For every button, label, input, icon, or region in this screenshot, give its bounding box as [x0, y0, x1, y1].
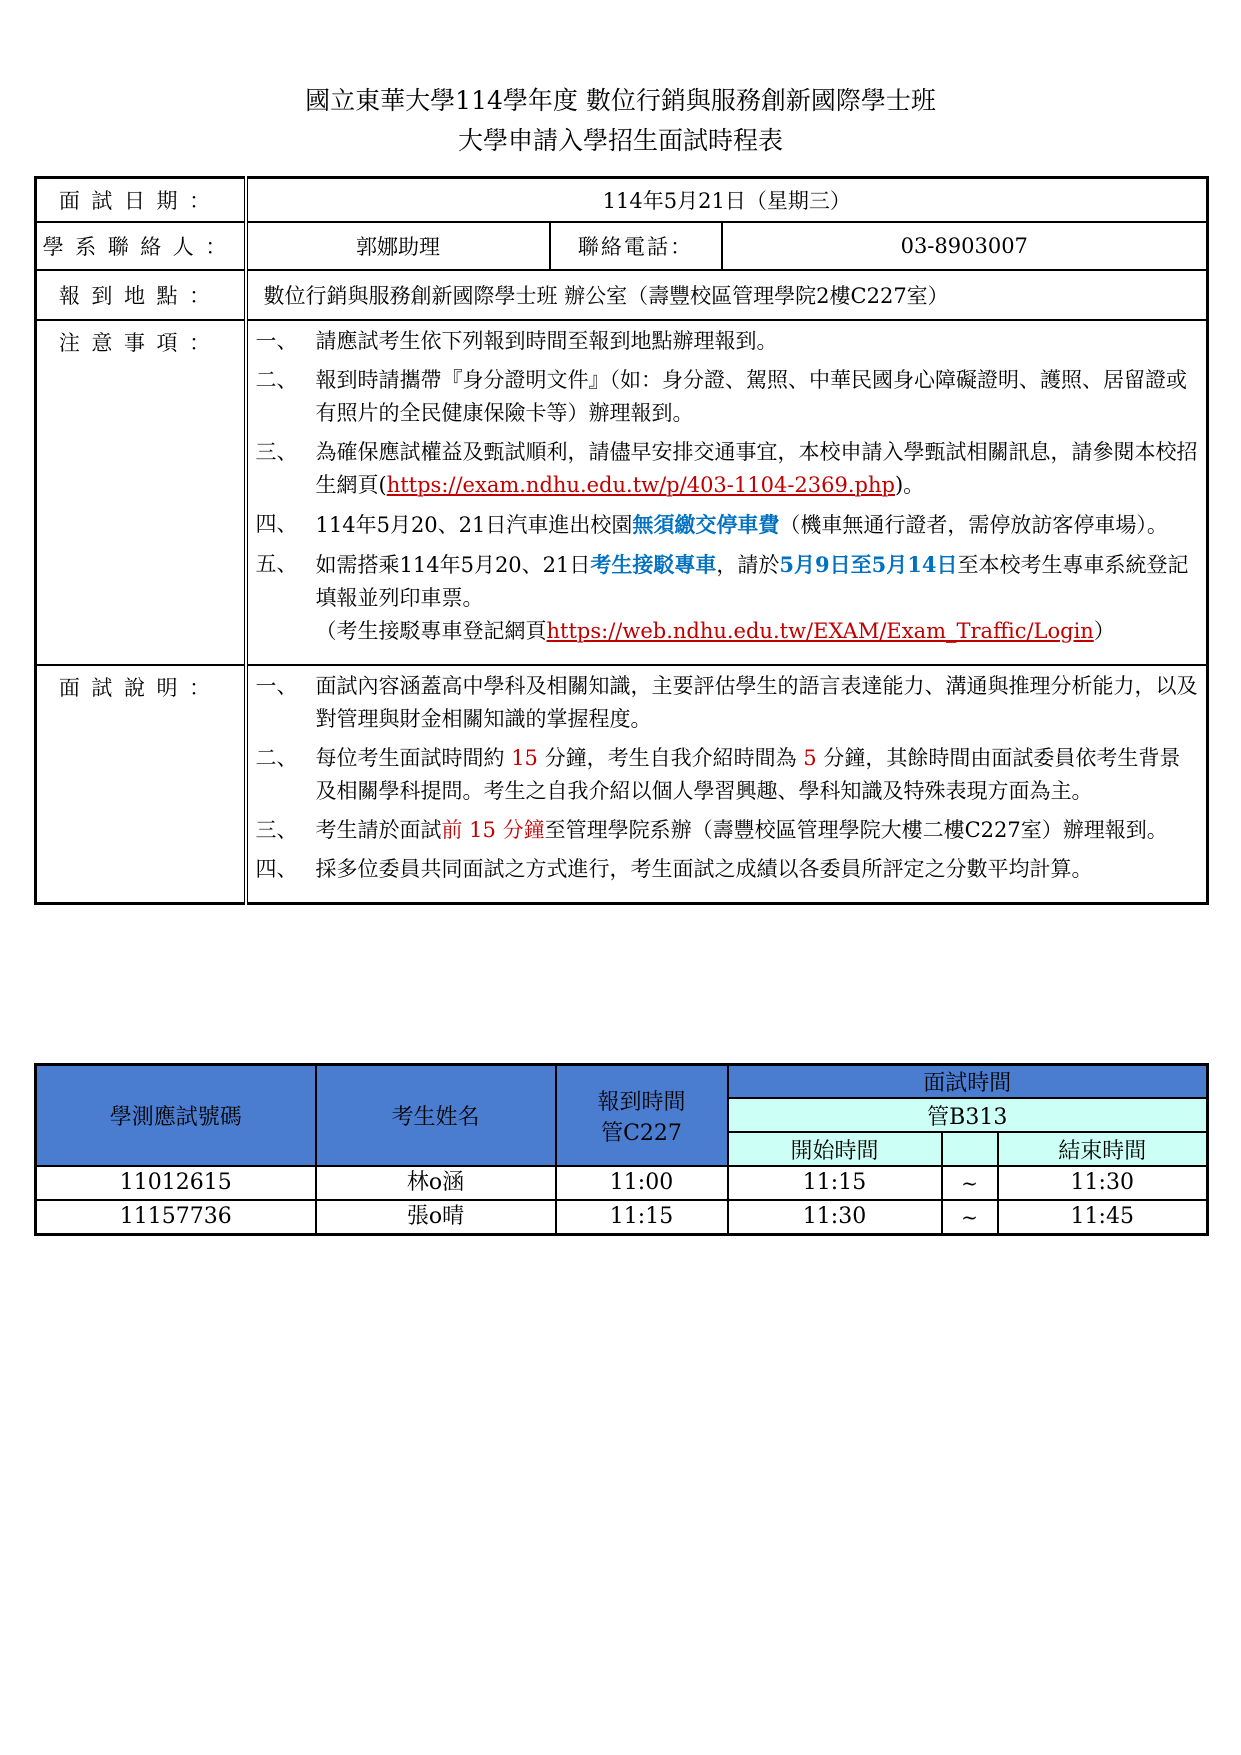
notice-text-part: （考生接駁專車登記網頁: [315, 618, 547, 643]
explain-number: 二、: [255, 745, 298, 770]
name-cell: 張o晴: [316, 1200, 556, 1235]
notice-item: [256, 508, 1199, 542]
checkin-cell: 11:15: [556, 1200, 728, 1235]
col-header-name: 考生姓名: [316, 1065, 556, 1167]
notice-text-part: 至本校考生專車系統登記填報並列印車票。: [315, 552, 1189, 610]
table-row: [36, 1200, 1208, 1235]
notice-text-part: )。: [894, 472, 925, 497]
notice-text-part: ）: [1093, 618, 1115, 643]
col-header-end: 結束時間: [998, 1132, 1208, 1166]
sep-cell: ~: [942, 1166, 998, 1200]
interview-room: 管B313: [728, 1098, 1208, 1132]
date-label: 面試日期：: [36, 178, 246, 222]
notice-number: 五、: [255, 551, 298, 576]
notice-text-part: 為確保應試權益及甄試順利，請儘早安排交通事宜，本校申請入學甄試相關訊息，請參閱本校招生網頁(: [315, 439, 1198, 497]
notice-number: 二、: [255, 367, 298, 392]
notice-text: [316, 508, 1199, 542]
explain-item: [256, 814, 1199, 847]
location-label: 報到地點：: [36, 270, 246, 320]
notice-item: [256, 325, 1199, 358]
end-cell: 11:45: [998, 1200, 1208, 1235]
checkin-cell: 11:00: [556, 1166, 728, 1200]
contact-label: 學系聯絡人：: [36, 222, 246, 270]
shuttle-bus-emphasis: 考生接駁專車: [590, 551, 717, 577]
explain-list: [248, 666, 1207, 902]
document-title: 國立東華大學114學年度 數位行銷與服務創新國際學士班: [305, 86, 936, 115]
notice-item: [256, 548, 1199, 648]
free-parking-emphasis: 無須繳交停車費: [632, 511, 780, 537]
interview-minutes-emphasis: 15: [511, 745, 538, 770]
explain-text-part: 考生請於面試: [315, 817, 442, 842]
notices-label: 注意事項：: [36, 320, 246, 665]
checkin-room: 管C227: [601, 1120, 682, 1146]
explain-item: [256, 853, 1199, 886]
notice-text: 報到時請攜帶『身分證明文件』（如：身分證、駕照、中華民國身心障礙證明、護照、居留證或有照片的全民健康保險卡等）辦理報到。: [315, 367, 1187, 425]
checkin-advance-emphasis: 前 15 分鐘: [441, 817, 545, 842]
explain-number: 一、: [255, 673, 298, 698]
sep-cell: ~: [942, 1200, 998, 1235]
notices-list: [248, 321, 1207, 664]
date-value: 114年5月21日（星期三）: [246, 178, 1208, 222]
explain-cell: [246, 665, 1208, 904]
checkin-label: 報到時間: [597, 1089, 686, 1115]
shuttle-registration-link[interactable]: https://web.ndhu.edu.tw/EXAM/Exam_Traffic/Login: [546, 618, 1094, 643]
col-header-sep: [942, 1132, 998, 1166]
explain-text: 面試內容涵蓋高中學科及相關知識，主要評估學生的語言表達能力、溝通與推理分析能力，以及對管理與財金相關知識的掌握程度。: [315, 673, 1198, 731]
intro-minutes-emphasis: 5: [803, 745, 817, 770]
explain-item: [256, 742, 1199, 808]
col-header-exam-id: 學測應試號碼: [36, 1065, 316, 1167]
start-cell: 11:15: [728, 1166, 942, 1200]
exam-website-link[interactable]: https://exam.ndhu.edu.tw/p/403-1104-2369.php: [386, 472, 895, 497]
explain-text: [316, 742, 1199, 808]
notice-text: [316, 548, 1199, 648]
notice-text: 請應試考生依下列報到時間至報到地點辦理報到。: [315, 328, 778, 353]
location-value: 數位行銷與服務創新國際學士班 辦公室（壽豐校區管理學院2樓C227室）: [246, 270, 1208, 320]
col-header-interview-time: 面試時間: [728, 1065, 1208, 1099]
exam-id-cell: 11012615: [36, 1166, 316, 1200]
notices-cell: [246, 320, 1208, 665]
start-cell: 11:30: [728, 1200, 942, 1235]
notice-number: 四、: [255, 511, 298, 536]
explain-text-part: 分鐘，其餘時間由面試委員依考生背景及相關學科提問。考生之自我介紹以個人學習興趣、學科知識及特殊表現方面為主。: [315, 745, 1181, 803]
col-header-start: 開始時間: [728, 1132, 942, 1166]
explain-text: [316, 814, 1199, 847]
explain-text-part: 分鐘，考生自我介紹時間為: [537, 745, 804, 770]
explain-number: 三、: [255, 817, 298, 842]
explain-text-part: 至管理學院系辦（壽豐校區管理學院大樓二樓C227室）辦理報到。: [544, 817, 1168, 842]
notice-item: [256, 436, 1199, 502]
notice-text-part: 如需搭乘114年5月20、21日: [315, 552, 591, 577]
contact-value: 郭娜助理: [246, 222, 550, 270]
notice-item: [256, 364, 1199, 430]
explain-text-part: 每位考生面試時間約: [315, 745, 512, 770]
explain-item: [256, 670, 1199, 736]
phone-value: 03-8903007: [722, 222, 1208, 270]
name-cell: 林o涵: [316, 1166, 556, 1200]
end-cell: 11:30: [998, 1166, 1208, 1200]
notice-text-part: （機車無通行證者，需停放訪客停車場）。: [779, 512, 1168, 537]
registration-dates-emphasis: 5月9日至5月14日: [779, 551, 958, 577]
notice-text-part: ，請於: [716, 552, 780, 577]
notice-number: 三、: [255, 439, 298, 464]
notice-text-part: 114年5月20、21日汽車進出校園: [315, 512, 633, 537]
table-row: [36, 1166, 1208, 1200]
notice-number: 一、: [255, 328, 298, 353]
phone-label: 聯絡電話：: [550, 222, 722, 270]
schedule-table: [34, 1063, 1209, 1236]
explain-text: 採多位委員共同面試之方式進行，考生面試之成績以各委員所評定之分數平均計算。: [315, 856, 1093, 881]
document-subtitle: 大學申請入學招生面試時程表: [457, 126, 783, 155]
notice-text: [316, 436, 1199, 502]
explain-label: 面試說明：: [36, 665, 246, 904]
explain-number: 四、: [255, 856, 298, 881]
exam-id-cell: 11157736: [36, 1200, 316, 1235]
col-header-checkin: [556, 1065, 728, 1167]
info-table: [34, 176, 1209, 905]
